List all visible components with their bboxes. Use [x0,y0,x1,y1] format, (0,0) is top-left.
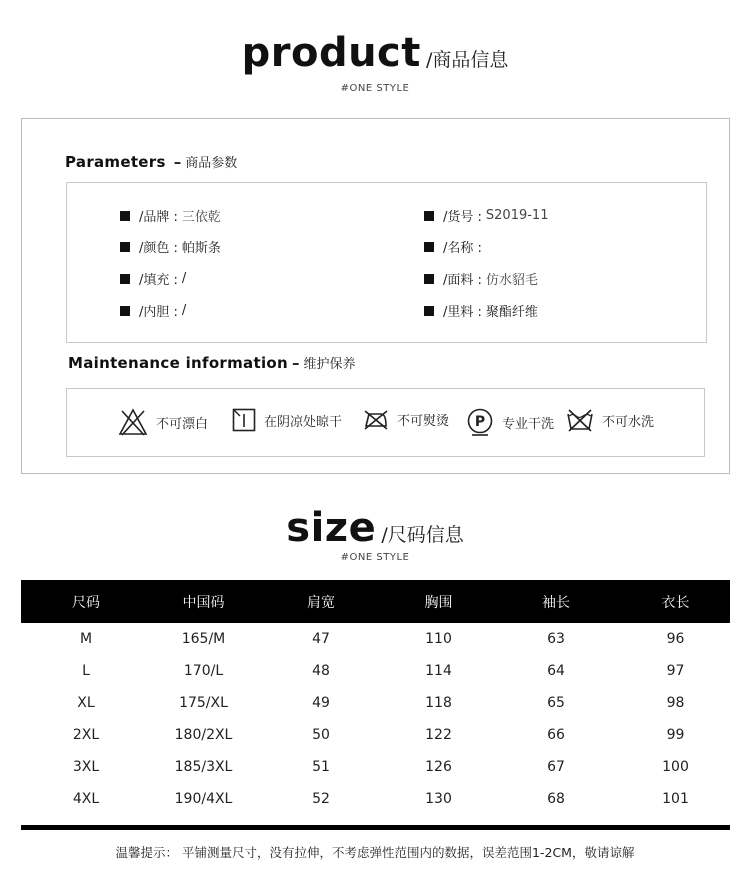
size-table-header [21,580,730,623]
care-no-iron [363,408,449,430]
param-label: /颜色 : [139,241,178,256]
shade-dry-icon [232,408,256,432]
product-section-title [0,30,750,76]
measurement-note: 温馨提示： 平铺测量尺寸，没有拉伸，不考虑弹性范围内的数据，误差范围1-2CM，敬请谅解 [115,845,635,860]
care-shade-dry [232,408,342,432]
table-cell: 99 [666,727,685,743]
table-cell: 118 [425,695,452,711]
table-cell: M [79,631,93,647]
table-cell: 165/M [181,631,226,647]
svg-text:P: P [474,414,486,430]
table-cell: 185/3XL [174,759,233,775]
param-value: 帕斯条 [181,241,221,256]
care-no-wash [566,408,654,432]
bullet-square-icon [120,211,130,221]
table-cell: 190/4XL [174,791,233,807]
table-cell: 126 [425,759,452,775]
header-cell: 衣长 [661,594,690,611]
table-cell: 66 [547,727,565,743]
param-label: /填充 : [139,273,178,288]
table-row [21,783,730,815]
table-cell: 175/XL [179,695,228,711]
maintenance-heading [68,353,356,372]
care-dry-clean [466,408,554,436]
header-cell: 肩宽 [307,594,335,611]
table-cell: XL [77,695,95,711]
param-value: 聚酯纤维 [485,305,538,320]
table-cell: 110 [425,631,452,647]
table-cell: 51 [312,759,330,775]
param-brand [120,206,221,225]
param-lining [424,301,538,320]
param-fabric [424,269,538,288]
table-cell: 67 [547,759,565,775]
heading-dash: – [291,354,300,372]
table-row [21,719,730,751]
table-cell: 2XL [72,727,100,743]
care-label: 不可熨烫 [397,413,450,429]
product-title-cn: /商品信息 [425,49,509,71]
table-cell: 97 [666,663,685,679]
bullet-square-icon [120,274,130,284]
param-label: /名称 : [443,241,482,256]
bullet-square-icon [424,211,434,221]
param-label: /品牌 : [139,210,178,225]
param-item-number [424,206,548,225]
param-label: /面料 : [443,273,482,288]
bullet-square-icon [120,242,130,252]
care-label: 在阴凉处晾干 [264,414,343,430]
parameters-heading-cn: 商品参数 [185,156,238,171]
table-cell: L [82,663,90,679]
param-filling [120,269,186,288]
param-name [424,237,486,256]
care-no-bleach [118,408,208,436]
bullet-square-icon [424,242,434,252]
size-table [21,580,730,815]
maintenance-heading-en: Maintenance information [68,354,288,372]
param-label: /里料 : [443,305,482,320]
table-cell: 98 [666,695,685,711]
param-label: /内胆 : [139,305,178,320]
table-cell: 122 [425,727,452,743]
table-cell: 101 [662,791,689,807]
product-tagline: #ONE STYLE [340,83,410,94]
table-cell: 49 [312,695,330,711]
no-wash-icon [566,408,594,432]
parameters-heading-en: Parameters [65,153,166,171]
table-cell: 170/L [183,663,224,679]
size-title-cn: /尺码信息 [381,524,464,546]
param-liner [120,301,186,320]
table-row [21,623,730,655]
bullet-square-icon [120,306,130,316]
size-section-title [0,505,750,551]
bullet-square-icon [424,274,434,284]
header-cell: 尺码 [72,594,100,611]
header-cell: 袖长 [542,594,570,611]
table-cell: 4XL [72,791,100,807]
table-cell: 3XL [72,759,100,775]
table-cell: 63 [547,631,565,647]
table-bottom-divider [21,825,730,830]
care-label: 专业干洗 [502,416,555,432]
table-cell: 65 [547,695,565,711]
table-cell: 180/2XL [174,727,233,743]
care-label: 不可水洗 [602,414,655,430]
table-cell: 64 [547,663,565,679]
param-color [120,237,221,256]
table-cell: 130 [425,791,452,807]
param-value: / [181,303,187,318]
table-cell: 100 [662,759,689,775]
table-row [21,687,730,719]
table-cell: 52 [312,791,330,807]
table-cell: 68 [547,791,565,807]
header-cell: 中国码 [182,594,225,611]
table-row [21,751,730,783]
table-cell: 47 [312,631,330,647]
table-row [21,655,730,687]
bullet-square-icon [424,306,434,316]
heading-dash: – [173,153,182,171]
param-value: S2019-11 [485,208,549,223]
table-cell: 114 [425,663,452,679]
parameters-heading [65,152,237,171]
maintenance-heading-cn: 维护保养 [303,357,356,372]
param-label: /货号 : [443,210,482,225]
param-value: 三依乾 [181,210,221,225]
header-cell: 胸围 [424,594,453,611]
dry-clean-p-icon [466,408,494,436]
care-label: 不可漂白 [156,416,209,432]
table-cell: 48 [312,663,330,679]
size-title-en: size [286,505,377,551]
size-tagline: #ONE STYLE [340,552,410,563]
product-title-en: product [241,30,421,76]
param-value: 仿水貂毛 [485,273,538,288]
no-iron-icon [363,408,389,430]
no-bleach-icon [118,408,148,436]
param-value: / [181,271,187,286]
table-cell: 50 [312,727,330,743]
table-cell: 96 [666,631,685,647]
